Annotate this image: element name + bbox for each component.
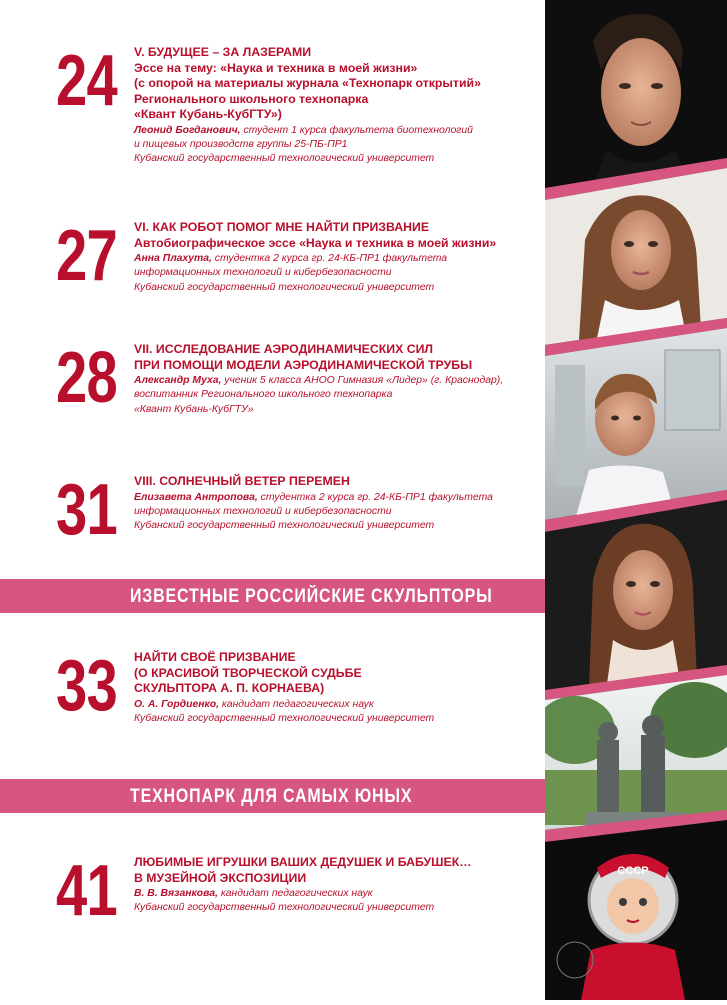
title-line: Эссе на тему: «Наука и техника в моей жизни» xyxy=(134,60,418,75)
title-line: Автобиографическое эссе «Наука и техника в моей жизни» xyxy=(134,235,497,250)
page-number: 28 xyxy=(56,338,117,418)
page-number: 24 xyxy=(56,41,117,121)
section-heading-text: ТЕХНОПАРК ДЛЯ САМЫХ ЮНЫХ xyxy=(130,786,413,807)
photo-strip xyxy=(545,0,727,1000)
author-line: студентка 2 курса гр. 24-КБ-ПР1 факультета xyxy=(211,253,448,264)
entry-text xyxy=(134,342,534,417)
portrait-photo-3 xyxy=(545,328,727,520)
entry-author xyxy=(134,491,534,534)
author-line: информационных технологий и кибербезопасности xyxy=(134,505,392,517)
author-line: информационных технологий и кибербезопасности xyxy=(134,267,392,279)
entry-title xyxy=(134,855,534,886)
author-line: и пищевых производств группы 25-ПБ-ПР1 xyxy=(134,138,348,150)
author-line: кандидат педагогических наук xyxy=(219,698,374,710)
entry-author xyxy=(134,374,534,417)
author-line: Кубанский государственный технологический университет xyxy=(134,520,435,532)
author-name: Анна Плахута, xyxy=(134,253,212,264)
title-line: VIII. СОЛНЕЧНЫЙ ВЕТЕР ПЕРЕМЕН xyxy=(134,474,350,488)
page-number: 31 xyxy=(56,470,117,550)
photo-strip-art xyxy=(545,0,727,1000)
title-line: V. БУДУЩЕЕ – ЗА ЛАЗЕРАМИ xyxy=(134,45,312,59)
author-name: Александр Муха, xyxy=(134,375,222,386)
author-name: Елизавета Антропова, xyxy=(134,491,258,503)
monument-photo xyxy=(545,675,727,830)
title-line: Регионального школьного технопарка xyxy=(134,91,369,106)
section-heading-sculptors xyxy=(0,579,552,613)
entry-text xyxy=(134,474,534,534)
entry-title xyxy=(134,650,534,697)
entry-title xyxy=(134,474,534,490)
section-heading-technopark xyxy=(0,779,552,813)
author-line: воспитанник Регионального школьного технопарка xyxy=(134,389,393,401)
author-line: студентка 2 курса гр. 24-КБ-ПР1 факультета xyxy=(257,491,493,503)
entry-text xyxy=(134,650,534,726)
author-line: «Квант Кубань-КубГТУ» xyxy=(134,403,254,415)
entry-text xyxy=(134,45,534,167)
author-line: Кубанский государственный технологический университет xyxy=(134,712,435,724)
entry-author xyxy=(134,887,534,916)
title-line: СКУЛЬПТОРА А. П. КОРНАЕВА) xyxy=(134,681,325,695)
title-line: (О КРАСИВОЙ ТВОРЧЕСКОЙ СУДЬБЕ xyxy=(134,665,362,680)
title-line: В МУЗЕЙНОЙ ЭКСПОЗИЦИИ xyxy=(134,870,307,885)
title-line: «Квант Кубань-КубГТУ») xyxy=(134,107,282,121)
entry-author xyxy=(134,698,534,727)
title-line: НАЙТИ СВОЁ ПРИЗВАНИЕ xyxy=(134,650,296,664)
author-line: Кубанский государственный технологический университет xyxy=(134,902,435,914)
page-number: 33 xyxy=(56,646,117,726)
entry-text xyxy=(134,855,534,916)
entry-author xyxy=(134,124,534,167)
author-name: В. В. Вязанкова, xyxy=(134,888,218,899)
author-line: кандидат педагогических наук xyxy=(217,888,373,899)
portrait-photo-4 xyxy=(545,500,727,690)
toy-photo xyxy=(545,820,727,1000)
author-line: Кубанский государственный технологический университет xyxy=(134,281,435,293)
title-line: (с опорой на материалы журнала «Технопарк открытий» xyxy=(134,76,481,90)
page-number: 41 xyxy=(56,851,117,931)
page-number: 27 xyxy=(56,216,117,296)
title-line: ПРИ ПОМОЩИ МОДЕЛИ АЭРОДИНАМИЧЕСКОЙ ТРУБЫ xyxy=(134,357,473,372)
author-name: О. А. Гордиенко, xyxy=(134,698,220,710)
author-line: студент 1 курса факультета биотехнологий xyxy=(240,124,473,136)
entry-author xyxy=(134,252,534,295)
entry-title xyxy=(134,342,534,373)
section-heading-text: ИЗВЕСТНЫЕ РОССИЙСКИЕ СКУЛЬПТОРЫ xyxy=(130,586,493,607)
title-line: VII. ИССЛЕДОВАНИЕ АЭРОДИНАМИЧЕСКИХ СИЛ xyxy=(134,342,434,356)
title-line: VI. КАК РОБОТ ПОМОГ МНЕ НАЙТИ ПРИЗВАНИЕ xyxy=(134,220,430,234)
entry-text xyxy=(134,220,534,295)
helmet-label: СССР xyxy=(617,865,649,877)
entry-title xyxy=(134,45,534,123)
author-line: ученик 5 класса АНОО Гимназия «Лидер» (г. Краснодар), xyxy=(221,375,504,386)
title-line: ЛЮБИМЫЕ ИГРУШКИ ВАШИХ ДЕДУШЕК И БАБУШЕК… xyxy=(134,855,472,869)
author-name: Леонид Богданович, xyxy=(134,124,241,136)
author-line: Кубанский государственный технологический университет xyxy=(134,153,435,165)
entry-title xyxy=(134,220,534,251)
